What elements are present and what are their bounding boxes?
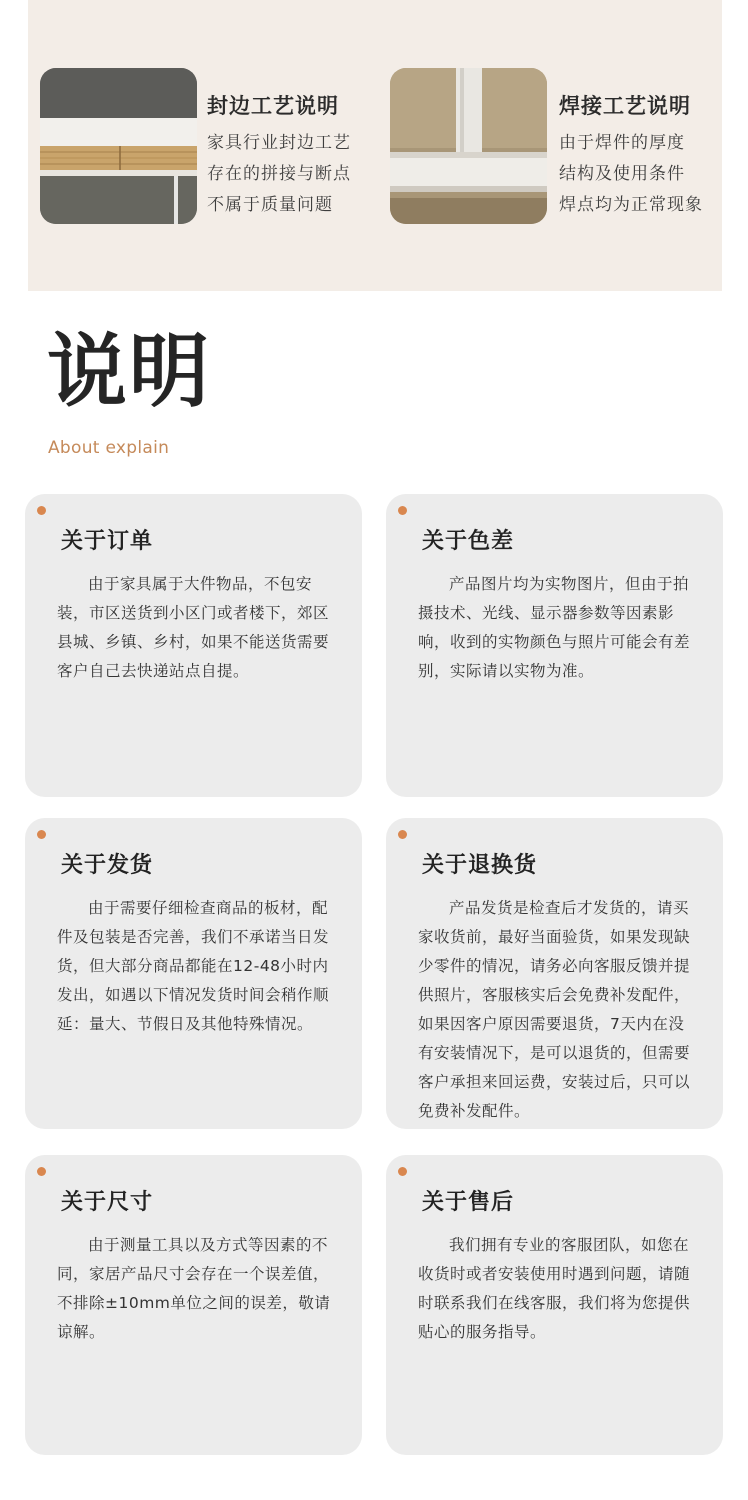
card-after-sales [386, 1155, 723, 1455]
bullet-dot-icon [398, 830, 407, 839]
card-title: 关于售后 [422, 1190, 515, 1215]
welding-line: 焊点均为正常现象 [559, 195, 703, 215]
bullet-dot-icon [398, 1167, 407, 1176]
section-title: 说明 [47, 325, 211, 418]
section-subtitle: About explain [48, 438, 170, 458]
card-title: 关于发货 [61, 853, 154, 878]
card-size [25, 1155, 362, 1455]
card-title: 关于色差 [422, 529, 515, 554]
card-body: 由于需要仔细检查商品的板材，配件及包装是否完善，我们不承诺当日发货，但大部分商品都能在12-48小时内发出，如遇以下情况发货时间会稍作顺延：量大、节假日及其他特殊情况。 [57, 899, 330, 1033]
edge-banding-line: 存在的拼接与断点 [207, 164, 351, 184]
bullet-dot-icon [398, 506, 407, 515]
bullet-dot-icon [37, 1167, 46, 1176]
welding-line: 由于焊件的厚度 [559, 133, 685, 153]
welding-line: 结构及使用条件 [559, 164, 685, 184]
welding-title: 焊接工艺说明 [559, 94, 691, 118]
edge-banding-line: 不属于质量问题 [207, 195, 333, 215]
card-returns [386, 818, 723, 1129]
card-body: 由于测量工具以及方式等因素的不同，家居产品尺寸会存在一个误差值，不排除±10mm单位之间的误差，敬请谅解。 [57, 1236, 331, 1341]
card-body: 由于家具属于大件物品，不包安装，市区送货到小区门或者楼下，郊区县城、乡镇、乡村，如果不能送货需要客户自己去快递站点自提。 [57, 575, 330, 680]
card-title: 关于尺寸 [61, 1190, 154, 1215]
welding-block [390, 68, 720, 224]
bullet-dot-icon [37, 506, 46, 515]
card-color-difference [386, 494, 723, 797]
bullet-dot-icon [37, 830, 46, 839]
welding-photo [390, 68, 547, 224]
edge-banding-block [40, 68, 370, 224]
card-body: 我们拥有专业的客服团队，如您在收货时或者安装使用时遇到问题，请随时联系我们在线客服，我们将为您提供贴心的服务指导。 [418, 1236, 691, 1341]
card-title: 关于订单 [61, 529, 154, 554]
edge-banding-photo [40, 68, 197, 224]
card-body: 产品图片均为实物图片，但由于拍摄技术、光线、显示器参数等因素影响，收到的实物颜色与照片可能会有差别，实际请以实物为准。 [418, 575, 691, 680]
edge-banding-title: 封边工艺说明 [207, 94, 339, 118]
edge-banding-line: 家具行业封边工艺 [207, 133, 351, 153]
card-body: 产品发货是检查后才发货的，请买家收货前，最好当面验货，如果发现缺少零件的情况，请务必向客服反馈并提供照片，客服核实后会免费补发配件，如果因客户原因需要退货，7天内在没有安装情况下，是可以退货的，但需要客户承担来回运费，安装过后，只可以免费补发配件。 [418, 899, 691, 1120]
card-shipping [25, 818, 362, 1129]
card-order [25, 494, 362, 797]
card-title: 关于退换货 [422, 853, 538, 878]
